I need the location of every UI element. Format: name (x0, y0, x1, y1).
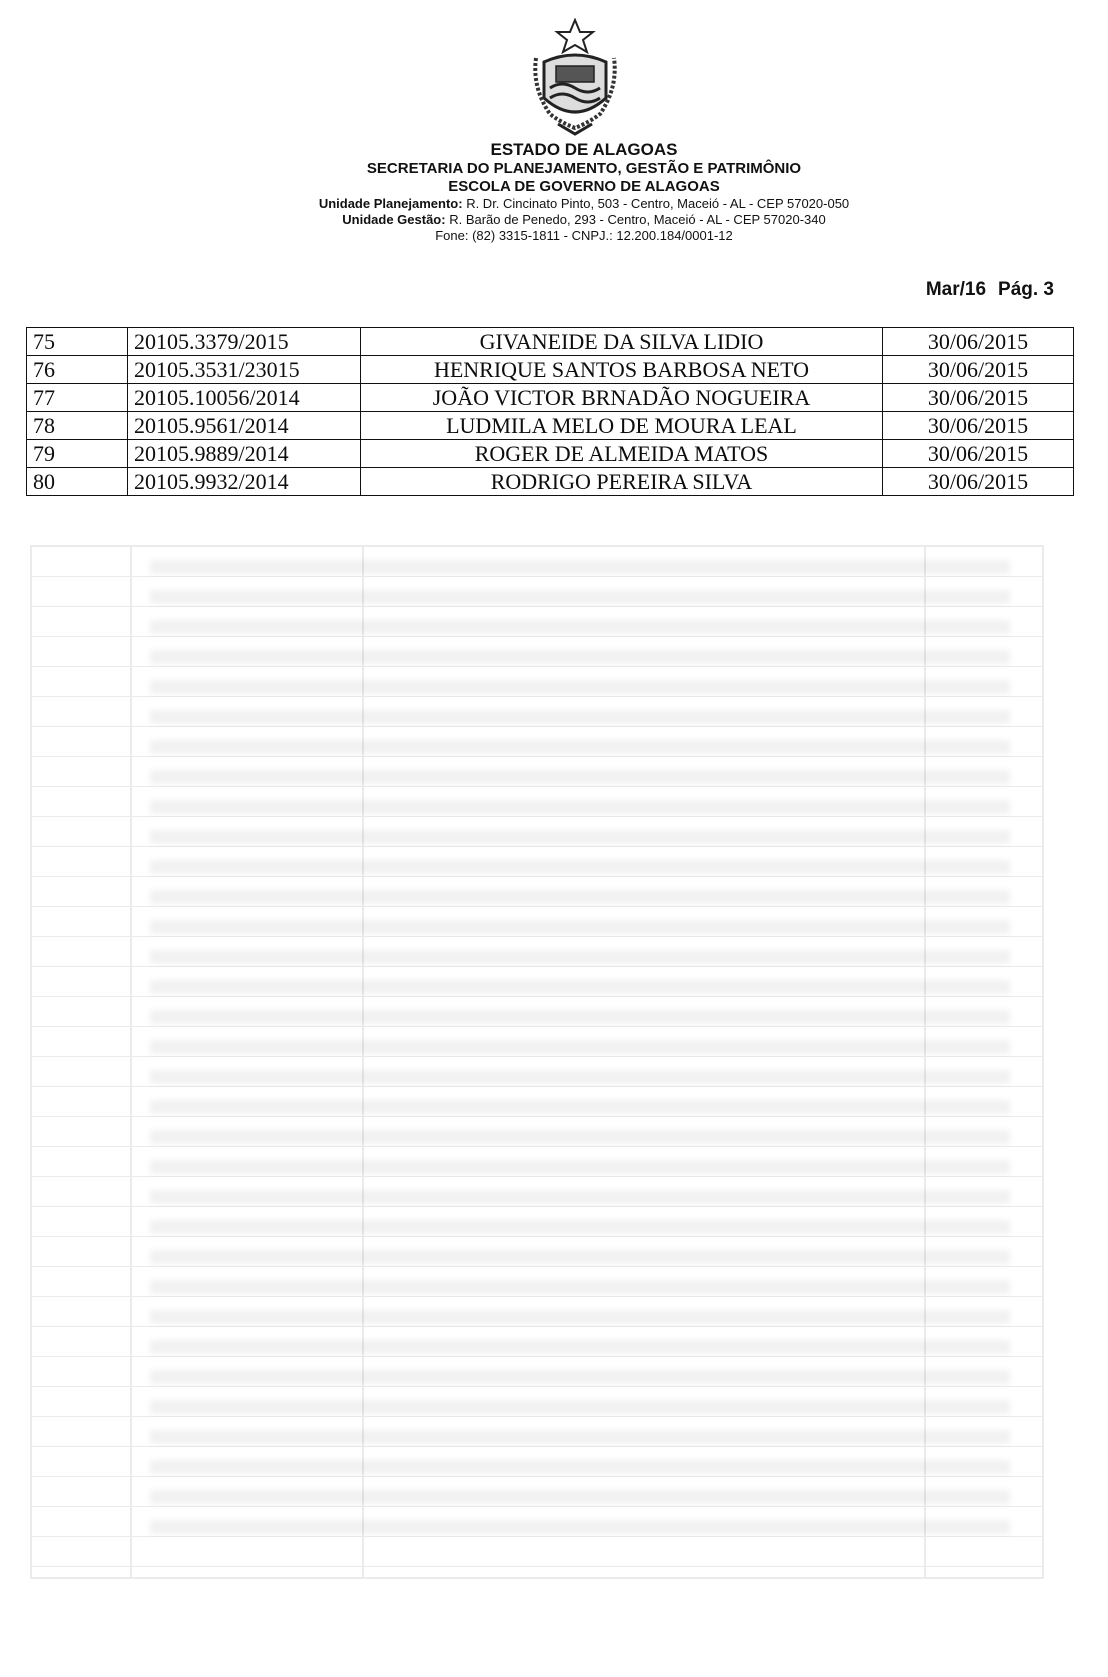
date: 30/06/2015 (883, 468, 1074, 496)
table-row (27, 328, 1074, 356)
management-unit-label: Unidade Gestão: (342, 211, 446, 227)
process-number: 20105.9932/2014 (128, 468, 361, 496)
school-name: ESCOLA DE GOVERNO DE ALAGOAS (448, 178, 720, 196)
date: 30/06/2015 (883, 356, 1074, 384)
management-unit-text: R. Barão de Penedo, 293 - Centro, Maceió - AL - CEP 57020-340 (449, 211, 826, 227)
servant-name: GIVANEIDE DA SILVA LIDIO (361, 328, 883, 356)
process-number: 20105.10056/2014 (128, 384, 361, 412)
process-number: 20105.9889/2014 (128, 440, 361, 468)
table-row (27, 468, 1074, 496)
row-number: 78 (27, 412, 128, 440)
servants-table (26, 327, 1074, 496)
row-number: 80 (27, 468, 128, 496)
phone-cnpj: Fone: (82) 3315-1811 - CNPJ.: 12.200.184/0001-12 (435, 227, 733, 243)
bleed-through-text (150, 560, 1010, 1550)
planning-unit-text: R. Dr. Cincinato Pinto, 503 - Centro, Maceió - AL - CEP 57020-050 (466, 196, 850, 212)
servant-name: ROGER DE ALMEIDA MATOS (361, 440, 883, 468)
servant-name: JOÃO VICTOR BRNADÃO NOGUEIRA (361, 384, 883, 412)
table-row (27, 440, 1074, 468)
date: 30/06/2015 (883, 440, 1074, 468)
date: 30/06/2015 (883, 412, 1074, 440)
servant-name: HENRIQUE SANTOS BARBOSA NETO (361, 356, 883, 384)
date: 30/06/2015 (883, 328, 1074, 356)
date: 30/06/2015 (883, 384, 1074, 412)
page-number: Pág. 3 (998, 279, 1054, 300)
period-label: Mar/16 (925, 279, 987, 300)
table-row (27, 412, 1074, 440)
row-number: 77 (27, 384, 128, 412)
secretariat-name: SECRETARIA DO PLANEJAMENTO, GESTÃO E PATRIMÔNIO (366, 160, 802, 178)
table-row (27, 356, 1074, 384)
process-number: 20105.3379/2015 (128, 328, 361, 356)
row-number: 75 (27, 328, 128, 356)
row-number: 79 (27, 440, 128, 468)
letterhead (0, 140, 1108, 243)
management-unit-address (60, 212, 1108, 228)
state-coat-of-arms-icon (530, 18, 620, 136)
row-number: 76 (27, 356, 128, 384)
process-number: 20105.3531/23015 (128, 356, 361, 384)
servant-name: LUDMILA MELO DE MOURA LEAL (361, 412, 883, 440)
planning-unit-address (60, 196, 1108, 212)
process-number: 20105.9561/2014 (128, 412, 361, 440)
table-row (27, 384, 1074, 412)
page-reference (926, 279, 1054, 301)
state-name: ESTADO DE ALAGOAS (490, 140, 678, 159)
servant-name: RODRIGO PEREIRA SILVA (361, 468, 883, 496)
planning-unit-label: Unidade Planejamento: (318, 196, 463, 212)
